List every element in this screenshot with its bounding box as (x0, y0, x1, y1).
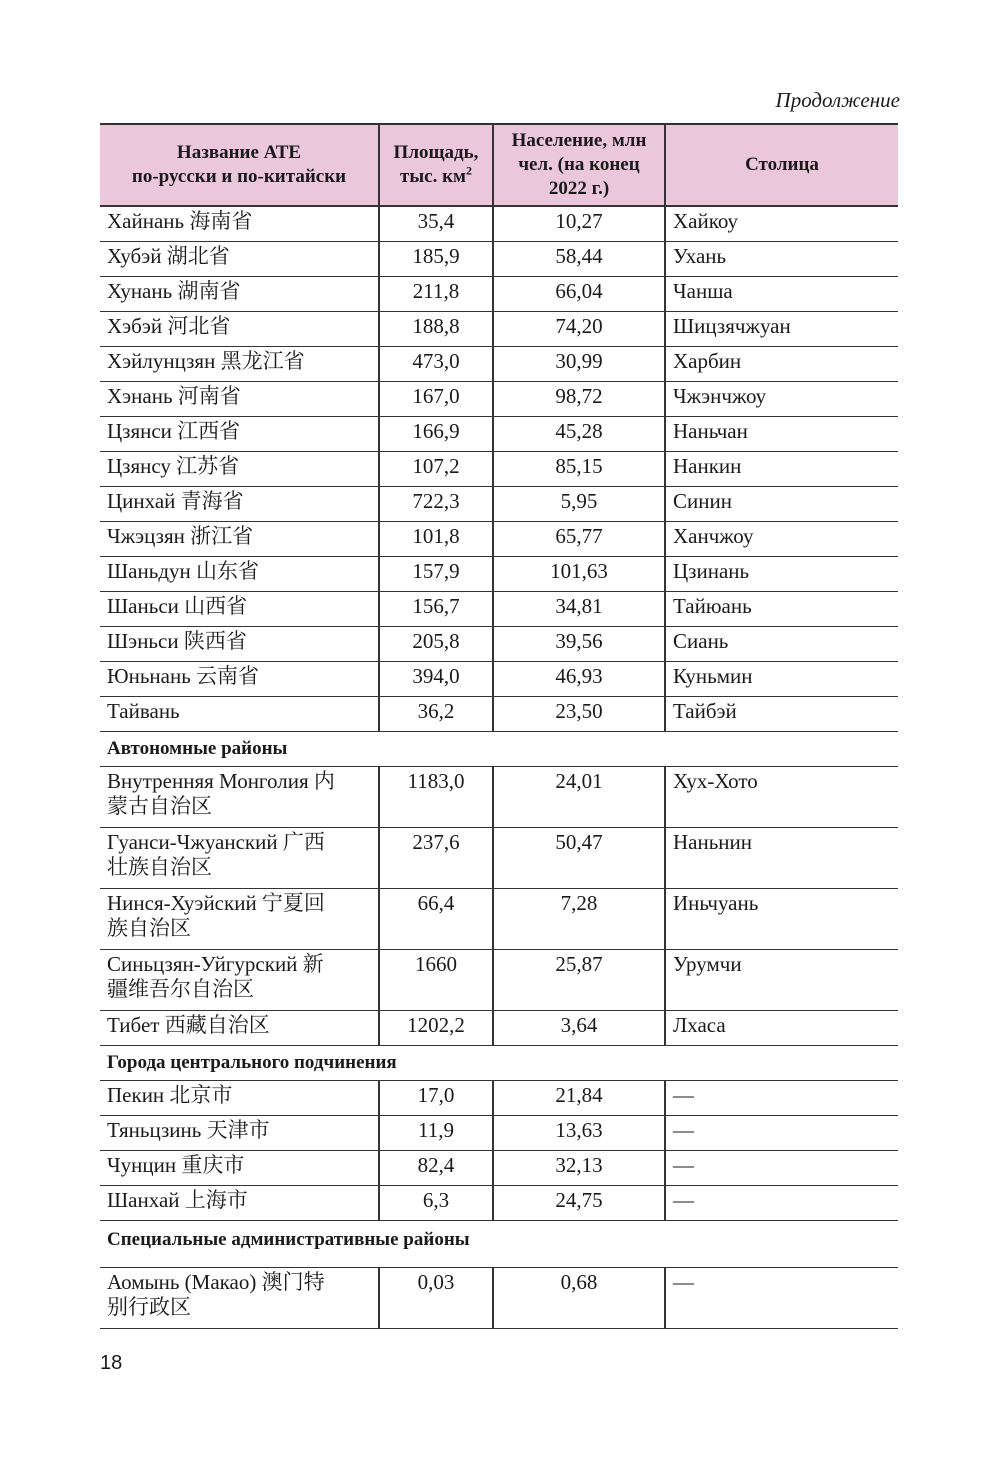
unit-population: 3,64 (493, 1011, 665, 1046)
continuation-label: Продолжение (775, 88, 900, 112)
unit-name: Хэнань 河南省 (100, 382, 379, 417)
table-row (100, 347, 898, 382)
unit-name: Гуанси-Чжуанский 广西 壮族自治区 (100, 828, 379, 889)
unit-capital: — (665, 1116, 898, 1151)
section-row-cities (100, 1046, 898, 1081)
unit-name: Шаньдун 山东省 (100, 557, 379, 592)
unit-name: Тайвань (100, 697, 379, 732)
unit-population: 34,81 (493, 592, 665, 627)
table-row (100, 1151, 898, 1186)
administrative-units-table (100, 123, 898, 1329)
unit-area: 156,7 (379, 592, 493, 627)
table-row (100, 452, 898, 487)
unit-name: Хайнань 海南省 (100, 206, 379, 242)
unit-area: 36,2 (379, 697, 493, 732)
unit-capital: Синин (665, 487, 898, 522)
unit-population: 23,50 (493, 697, 665, 732)
table-row (100, 1186, 898, 1221)
table-row (100, 592, 898, 627)
unit-capital: Харбин (665, 347, 898, 382)
unit-population: 30,99 (493, 347, 665, 382)
unit-population: 0,68 (493, 1268, 665, 1329)
unit-name: Тяньцзинь 天津市 (100, 1116, 379, 1151)
unit-population: 32,13 (493, 1151, 665, 1186)
unit-population: 85,15 (493, 452, 665, 487)
unit-capital: Наньчан (665, 417, 898, 452)
unit-area: 166,9 (379, 417, 493, 452)
table-row (100, 627, 898, 662)
unit-name: Шанхай 上海市 (100, 1186, 379, 1221)
table-row (100, 312, 898, 347)
section-row-autonomous (100, 732, 898, 767)
unit-name: Пекин 北京市 (100, 1081, 379, 1116)
unit-name: Шаньси 山西省 (100, 592, 379, 627)
unit-name: Хунань 湖南省 (100, 277, 379, 312)
unit-population: 13,63 (493, 1116, 665, 1151)
table-row (100, 767, 898, 828)
unit-name: Тибет 西藏自治区 (100, 1011, 379, 1046)
unit-area: 394,0 (379, 662, 493, 697)
unit-capital: Ухань (665, 242, 898, 277)
unit-name: Хэбэй 河北省 (100, 312, 379, 347)
unit-population: 24,01 (493, 767, 665, 828)
unit-capital: Тайбэй (665, 697, 898, 732)
unit-area: 167,0 (379, 382, 493, 417)
unit-name: Чунцин 重庆市 (100, 1151, 379, 1186)
unit-capital: Хух-Хото (665, 767, 898, 828)
unit-area: 101,8 (379, 522, 493, 557)
header-capital: Столица (665, 124, 898, 206)
unit-area: 1183,0 (379, 767, 493, 828)
unit-capital: Иньчуань (665, 889, 898, 950)
table-row (100, 889, 898, 950)
unit-capital: Шицзячжуан (665, 312, 898, 347)
unit-area: 11,9 (379, 1116, 493, 1151)
unit-capital: Нанкин (665, 452, 898, 487)
unit-population: 98,72 (493, 382, 665, 417)
unit-population: 10,27 (493, 206, 665, 242)
unit-capital: Наньнин (665, 828, 898, 889)
table-row (100, 828, 898, 889)
table-row (100, 1011, 898, 1046)
unit-population: 50,47 (493, 828, 665, 889)
unit-area: 35,4 (379, 206, 493, 242)
unit-capital: Чанша (665, 277, 898, 312)
unit-population: 25,87 (493, 950, 665, 1011)
unit-area: 17,0 (379, 1081, 493, 1116)
unit-name: Синьцзян-Уйгурский 新 疆维吾尔自治区 (100, 950, 379, 1011)
section-title: Города центрального подчинения (100, 1046, 898, 1081)
unit-capital: Куньмин (665, 662, 898, 697)
unit-capital: — (665, 1151, 898, 1186)
table-row (100, 277, 898, 312)
unit-capital: — (665, 1081, 898, 1116)
unit-area: 211,8 (379, 277, 493, 312)
unit-capital: — (665, 1186, 898, 1221)
unit-name: Юньнань 云南省 (100, 662, 379, 697)
unit-population: 65,77 (493, 522, 665, 557)
unit-area: 107,2 (379, 452, 493, 487)
page-number: 18 (100, 1352, 123, 1374)
unit-population: 58,44 (493, 242, 665, 277)
table-row (100, 382, 898, 417)
unit-population: 74,20 (493, 312, 665, 347)
unit-area: 6,3 (379, 1186, 493, 1221)
table-row (100, 950, 898, 1011)
header-area: Площадь, тыс. $км^2$ (379, 124, 493, 206)
table-row (100, 487, 898, 522)
section-title: Автономные районы (100, 732, 898, 767)
unit-area: 237,6 (379, 828, 493, 889)
unit-area: 1202,2 (379, 1011, 493, 1046)
unit-name: Цзянсу 江苏省 (100, 452, 379, 487)
unit-area: 205,8 (379, 627, 493, 662)
unit-name: Чжэцзян 浙江省 (100, 522, 379, 557)
unit-name: Нинся-Хуэйский 宁夏回 族自治区 (100, 889, 379, 950)
unit-capital: Хайкоу (665, 206, 898, 242)
unit-capital: Ханчжоу (665, 522, 898, 557)
table-row (100, 697, 898, 732)
table-row (100, 1268, 898, 1329)
header-population: Население, млн чел. (на конец 2022 г.) (493, 124, 665, 206)
section-row-special (100, 1221, 898, 1268)
unit-area: 722,3 (379, 487, 493, 522)
unit-name: Хубэй 湖北省 (100, 242, 379, 277)
unit-capital: Урумчи (665, 950, 898, 1011)
unit-population: 66,04 (493, 277, 665, 312)
header-name: Название АТЕ по-русски и по-китайски (100, 124, 379, 206)
table-row (100, 557, 898, 592)
table-row (100, 1116, 898, 1151)
unit-name: Внутренняя Монголия 内 蒙古自治区 (100, 767, 379, 828)
unit-area: 66,4 (379, 889, 493, 950)
table-row (100, 206, 898, 242)
unit-population: 45,28 (493, 417, 665, 452)
unit-capital: Чжэнчжоу (665, 382, 898, 417)
unit-capital: Цзинань (665, 557, 898, 592)
unit-area: 1660 (379, 950, 493, 1011)
unit-name: Цзянси 江西省 (100, 417, 379, 452)
unit-area: 82,4 (379, 1151, 493, 1186)
unit-area: 157,9 (379, 557, 493, 592)
unit-capital: Сиань (665, 627, 898, 662)
unit-area: 473,0 (379, 347, 493, 382)
table-header-row (100, 124, 898, 206)
unit-name: Цинхай 青海省 (100, 487, 379, 522)
table-row (100, 1081, 898, 1116)
unit-capital: — (665, 1268, 898, 1329)
unit-area: 185,9 (379, 242, 493, 277)
unit-area: 188,8 (379, 312, 493, 347)
unit-name: Шэньси 陕西省 (100, 627, 379, 662)
unit-name: Аомынь (Макао) 澳门特 别行政区 (100, 1268, 379, 1329)
table-row (100, 662, 898, 697)
unit-population: 21,84 (493, 1081, 665, 1116)
unit-population: 5,95 (493, 487, 665, 522)
unit-name: Хэйлунцзян 黑龙江省 (100, 347, 379, 382)
section-title: Специальные административные районы (100, 1221, 898, 1268)
unit-capital: Тайюань (665, 592, 898, 627)
table-row (100, 522, 898, 557)
table-row (100, 417, 898, 452)
unit-population: 39,56 (493, 627, 665, 662)
unit-population: 101,63 (493, 557, 665, 592)
unit-population: 46,93 (493, 662, 665, 697)
unit-population: 7,28 (493, 889, 665, 950)
unit-capital: Лхаса (665, 1011, 898, 1046)
unit-area: 0,03 (379, 1268, 493, 1329)
unit-population: 24,75 (493, 1186, 665, 1221)
table-row (100, 242, 898, 277)
